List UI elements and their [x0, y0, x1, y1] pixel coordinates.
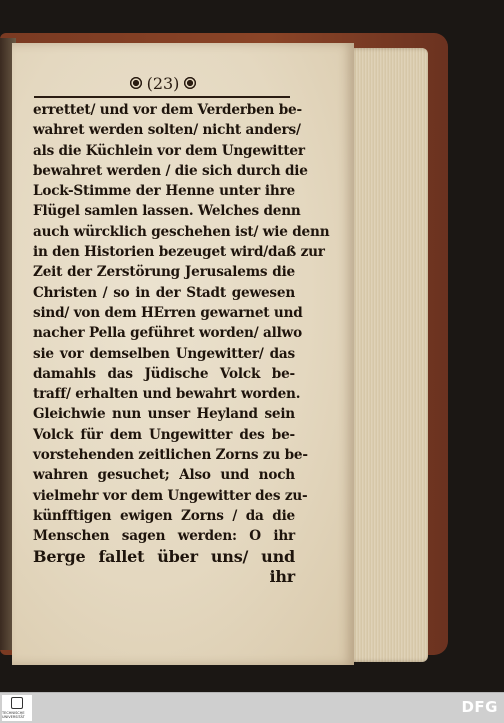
text-line: vielmehr vor dem Ungewitter des zu- [33, 487, 308, 504]
text-line: bewahret werden / die sich durch die [33, 162, 308, 179]
text-line: traff/ erhalten und bewahrt worden. [33, 386, 301, 403]
text-line: als die Küchlein vor dem Ungewitter [33, 142, 305, 159]
text-line: damahls das Jüdische Volck be- [33, 365, 295, 382]
text-line: Christen / so in der Stadt gewesen [33, 284, 295, 301]
catchword: ihr [269, 566, 295, 586]
university-logo[interactable] [2, 695, 32, 721]
text-line: nacher Pella geführet worden/ allwo [33, 325, 302, 342]
viewer-footer-bar [0, 692, 504, 723]
text-line: Flügel samlen lassen. Welches denn [33, 203, 301, 220]
text-line: sind/ von dem HErren gewarnet und [33, 304, 303, 321]
page-stack [350, 48, 428, 662]
header-rule [34, 96, 290, 98]
text-line: Menschen sagen werden: O ihr [33, 528, 295, 545]
text-line: auch würcklich geschehen ist/ wie denn [33, 223, 330, 240]
text-line: Berge fallet über uns/ und [33, 546, 295, 566]
ornament-left-icon [129, 76, 143, 90]
text-line: errettet/ und vor dem Verderben be- [33, 102, 302, 118]
dfg-logo[interactable]: DFG [461, 698, 498, 716]
text-line: Zeit der Zerstörung Jerusalems die [33, 264, 295, 281]
text-line: sie vor demselben Ungewitter/ das [33, 345, 295, 362]
text-line: Gleichwie nun unser Heyland sein [33, 406, 295, 423]
university-logo-text: TECHNISCHE UNIVERSITÄT [2, 711, 25, 719]
text-line: wahret werden solten/ nicht anders/ [33, 122, 301, 139]
text-line: wahren gesuchet; Also und noch [33, 467, 295, 484]
page-number: (23) [146, 73, 180, 93]
page-header [118, 70, 208, 96]
text-line: in den Historien bezeuget wird/daß zur [33, 244, 325, 261]
university-logo-icon [11, 697, 23, 709]
ornament-right-icon [183, 76, 197, 90]
text-line: vorstehenden zeitlichen Zorns zu be- [33, 447, 308, 464]
text-line: künfftigen ewigen Zorns / da die [33, 507, 295, 524]
page-text [33, 100, 330, 587]
text-line: Lock-Stimme der Henne unter ihre [33, 183, 295, 200]
text-line: Volck für dem Ungewitter des be- [33, 426, 295, 443]
